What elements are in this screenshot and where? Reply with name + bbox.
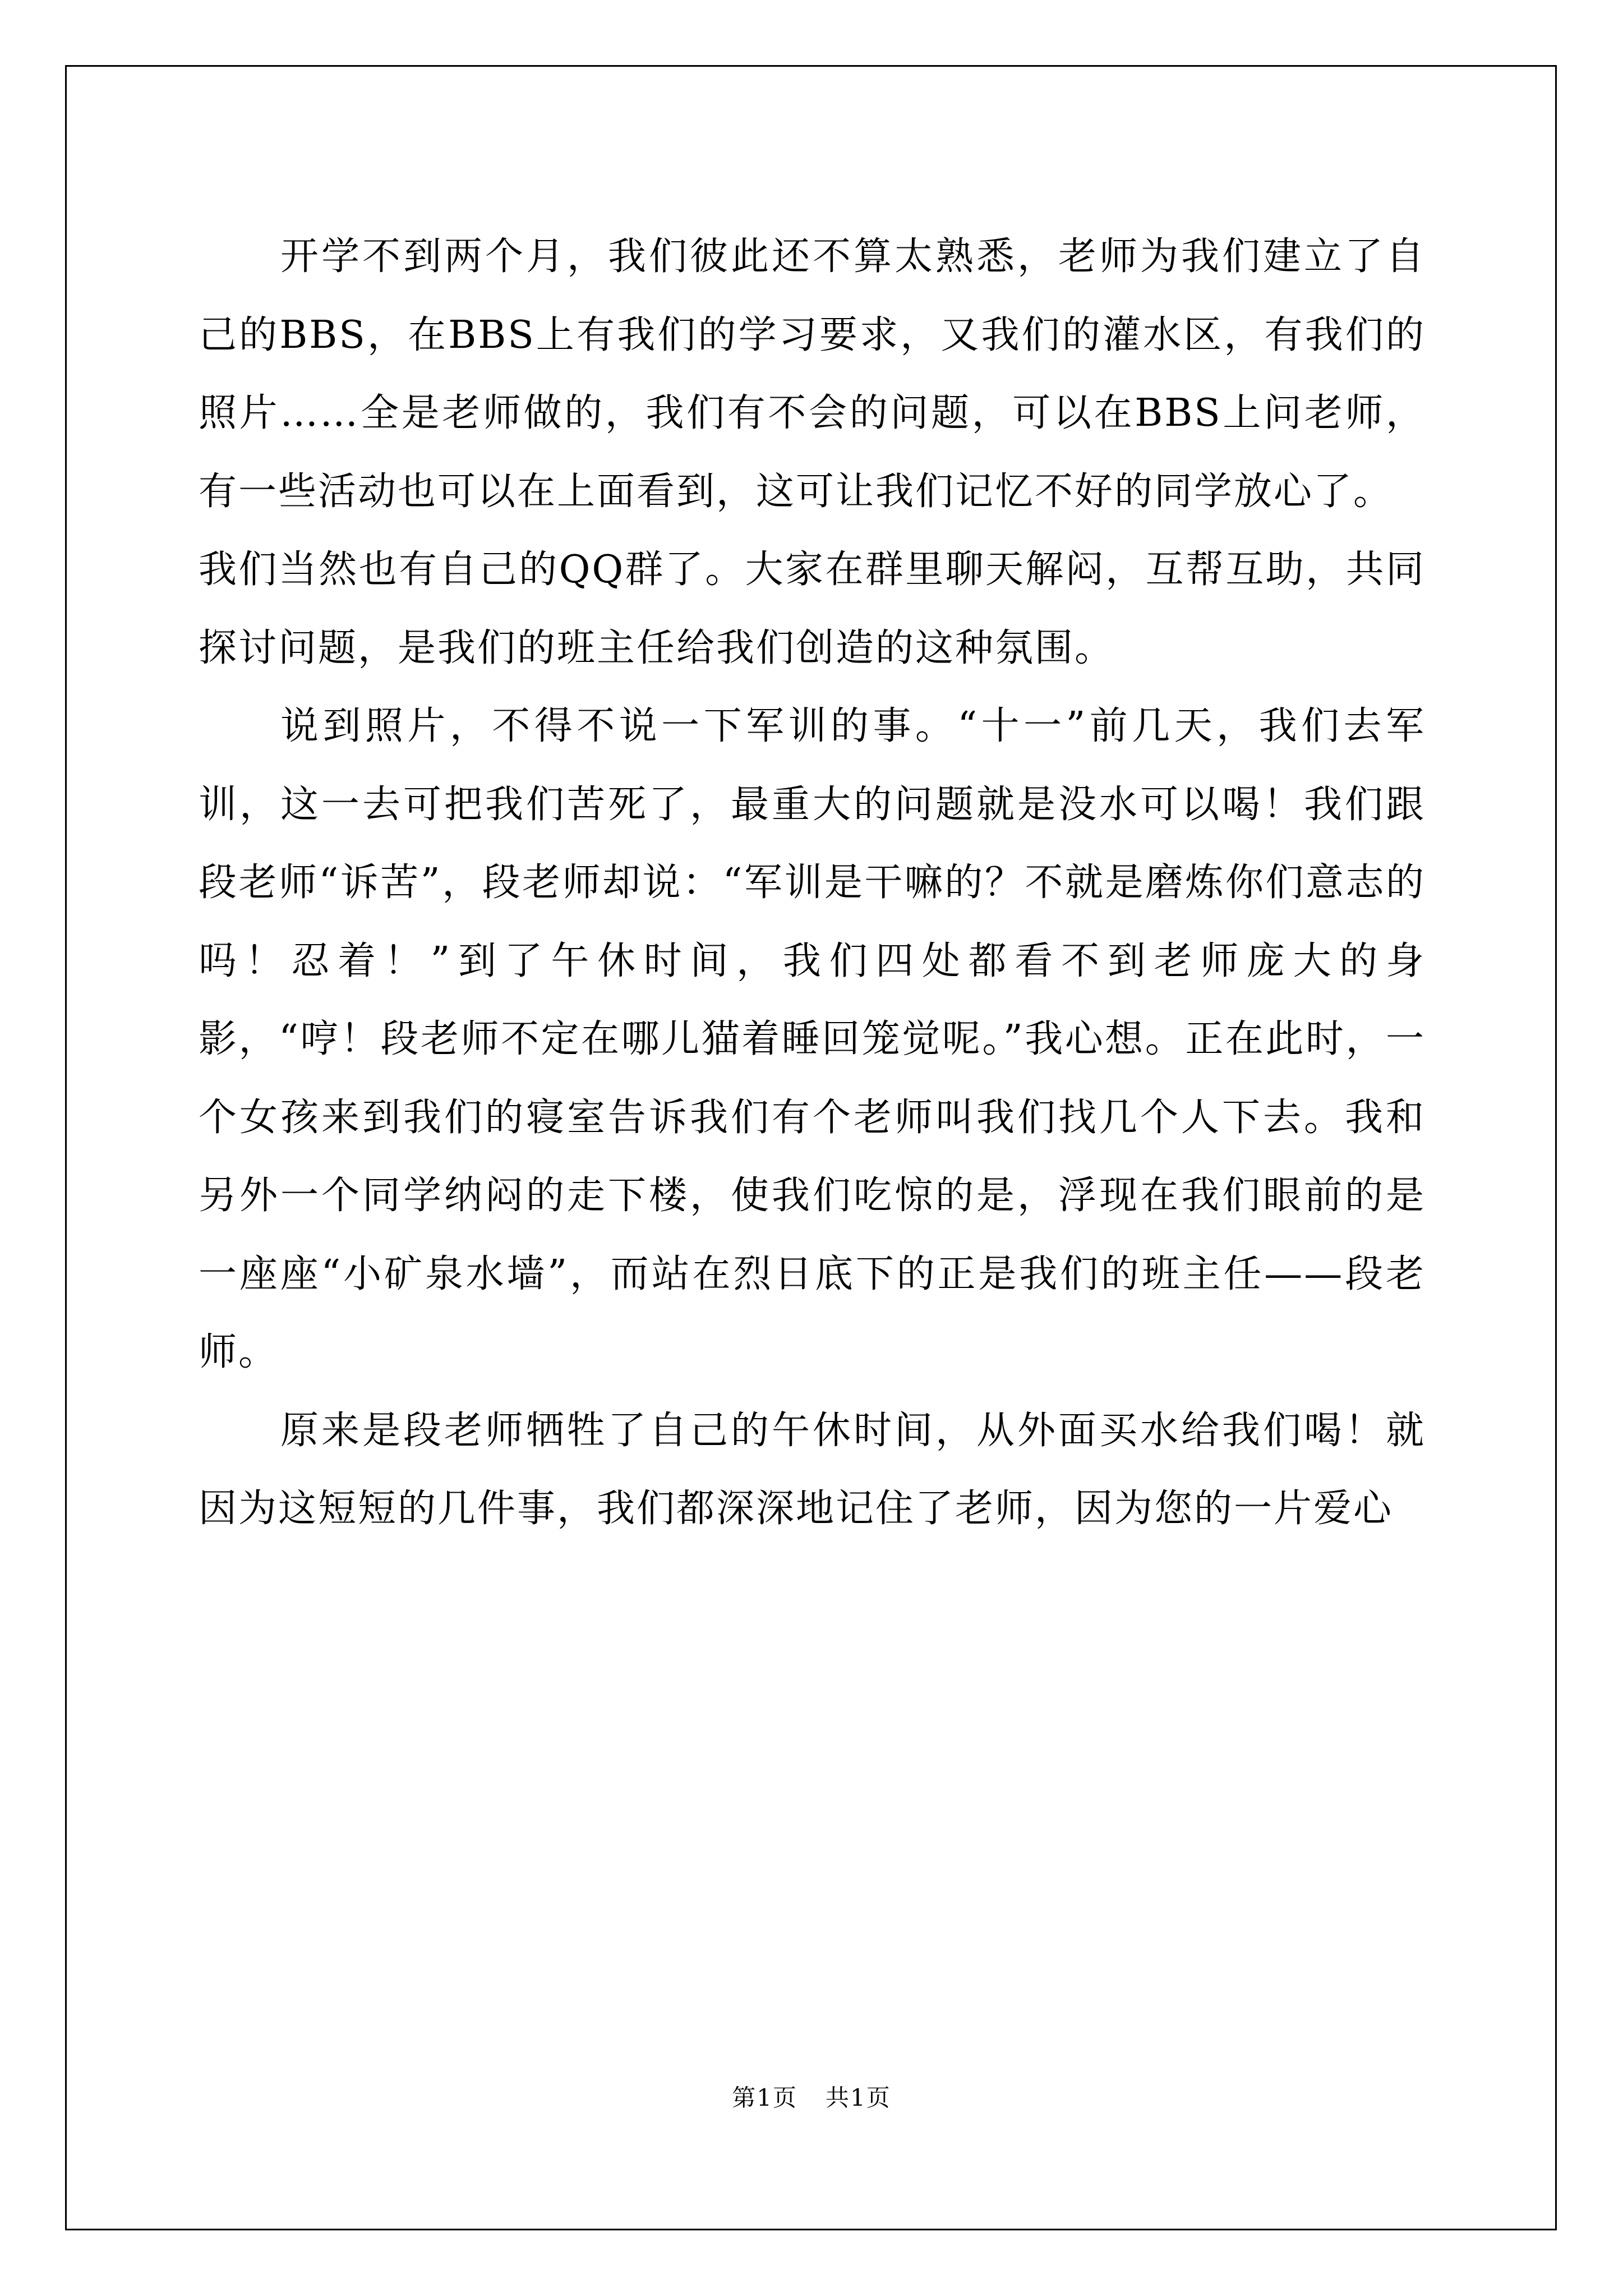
page-total: 共1页 — [826, 2084, 891, 2111]
paragraph-2: 我们当然也有自己的QQ群了。大家在群里聊天解闷，互帮互助，共同探讨问题，是我们的班主任给我们创造的这种氛围。 — [199, 547, 1426, 670]
document-body — [199, 218, 1426, 1548]
paragraph-1: 开学不到两个月，我们彼此还不算太熟悉，老师为我们建立了自己的BBS，在BBS上有我们的学习要求，又我们的灌水区，有我们的照片……全是老师做的，我们有不会的问题，可以在BBS上问老师，有一些活动也可以在上面看到，这可让我们记忆不好的同学放心了。 — [199, 234, 1426, 514]
paragraph-4: 原来是段老师牺牲了自己的午休时间，从外面买水给我们喝！就因为这短短的几件事，我们都深深地记住了老师，因为您的一片爱心 — [199, 1408, 1426, 1531]
paragraph-3: 说到照片，不得不说一下军训的事。“十一”前几天，我们去军训，这一去可把我们苦死了，最重大的问题就是没水可以喝！我们跟段老师“诉苦”，段老师却说：“军训是干嘛的？不就是磨炼你们意志的吗！忍着！”到了午休时间，我们四处都看不到老师庞大的身影，“哼！段老师不定在哪儿猫着睡回笼觉呢。”我心想。正在此时，一个女孩来到我们的寝室告诉我们有个老师叫我们找几个人下去。我和另外一个同学纳闷的走下楼，使我们吃惊的是，浮现在我们眼前的是一座座“小矿泉水墙”，而站在烈日底下的正是我们的班主任——段老师。 — [199, 704, 1426, 1374]
page-footer — [0, 2081, 1623, 2115]
page-number: 第1页 — [732, 2084, 797, 2111]
